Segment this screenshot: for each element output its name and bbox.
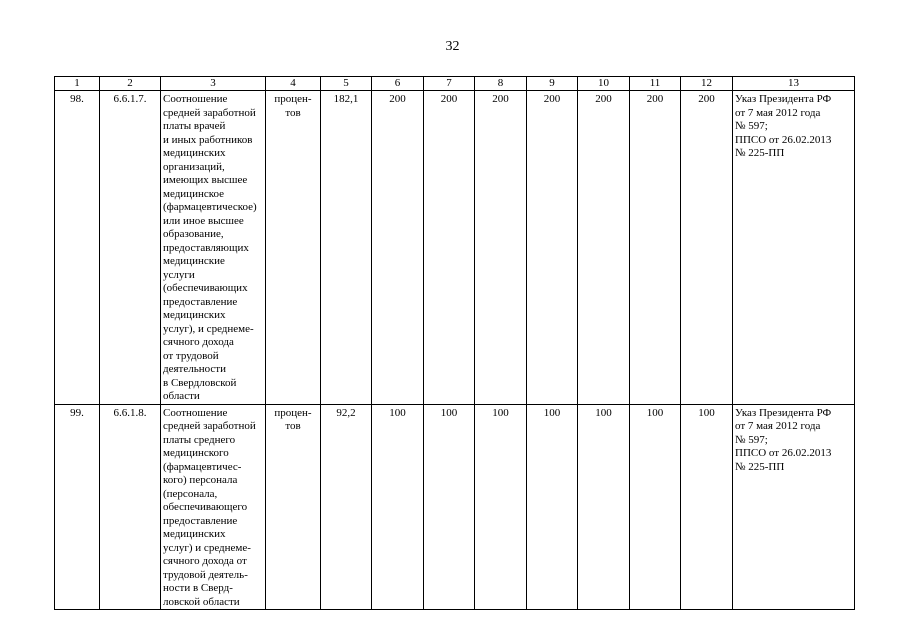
header-cell: 12 [681, 77, 733, 91]
header-cell: 8 [475, 77, 527, 91]
source-cell [733, 91, 855, 405]
value-cell [475, 91, 527, 405]
header-cell: 3 [161, 77, 266, 91]
value: 200 [492, 93, 509, 105]
row-number-cell [55, 91, 100, 405]
header-row [55, 77, 855, 91]
source-cell [733, 404, 855, 610]
value: 200 [543, 93, 561, 105]
value: 182,1 [333, 93, 359, 105]
value-cell [527, 91, 578, 405]
unit: процен- тов [274, 93, 312, 119]
indicator-code-cell [100, 91, 161, 405]
page-number: 32 [445, 39, 460, 54]
value-cell [424, 91, 475, 405]
value-cell [372, 404, 424, 610]
header-cell: 10 [578, 77, 630, 91]
value: 100 [646, 406, 664, 419]
row-number-cell [55, 404, 100, 610]
value-cell [630, 91, 681, 405]
header-cell: 13 [733, 77, 855, 91]
unit: процен- тов [274, 406, 312, 432]
value-cell [527, 404, 578, 610]
header-cell: 2 [100, 77, 161, 91]
value: 200 [440, 93, 458, 105]
indicator-code: 6.6.1.8. [113, 406, 147, 419]
header-cell: 7 [424, 77, 475, 91]
unit-cell [266, 91, 321, 405]
table-row [55, 91, 855, 405]
value-cell [578, 91, 630, 405]
value: 200 [595, 93, 612, 105]
value-cell [321, 91, 372, 405]
indicator-code-cell [100, 404, 161, 610]
value-cell [321, 404, 372, 610]
value: 92,2 [336, 406, 356, 419]
header-cell: 9 [527, 77, 578, 91]
value: 200 [698, 93, 715, 105]
header-cell: 5 [321, 77, 372, 91]
header-cell: 4 [266, 77, 321, 91]
value-cell [681, 404, 733, 610]
value-cell [475, 404, 527, 610]
indicators-table [54, 76, 855, 610]
value: 100 [389, 406, 406, 419]
value-cell [372, 91, 424, 405]
source-document: Указ Президента РФ от 7 мая 2012 года № 597; ППСО от 26.02.2013 № 225-ПП [735, 406, 832, 473]
value: 100 [543, 406, 561, 419]
value-cell [681, 91, 733, 405]
indicator-name: Соотношение средней заработной платы среднего медицинского (фармацевтичес- кого) персонала (персонала, обеспечивающего предоставление медицинских услуг) и среднеме- сячного дохода от трудовой деятель- ности в Сверд- ловской области [163, 406, 256, 608]
header-cell: 6 [372, 77, 424, 91]
header-cell: 1 [55, 77, 100, 91]
value-cell [630, 404, 681, 610]
unit-cell [266, 404, 321, 610]
row-number: 99. [70, 406, 84, 419]
source-document: Указ Президента РФ от 7 мая 2012 года № 597; ППСО от 26.02.2013 № 225-ПП [735, 93, 832, 159]
header-cell: 11 [630, 77, 681, 91]
value: 200 [389, 93, 406, 105]
indicator-name-cell [161, 91, 266, 405]
value-cell [578, 404, 630, 610]
value: 100 [440, 406, 458, 419]
value: 200 [646, 93, 664, 105]
indicator-code: 6.6.1.7. [113, 93, 147, 105]
value-cell [424, 404, 475, 610]
indicator-name-cell [161, 404, 266, 610]
table-row [55, 404, 855, 610]
value: 100 [595, 406, 612, 419]
row-number: 98. [70, 93, 84, 105]
value: 100 [698, 406, 715, 419]
indicator-name: Соотношение средней заработной платы врачей и иных работников медицинских организаций, имеющих высшее медицинское (фармацевтическое) или иное высшее образование, предоставляющих медицинские услуги (обеспечивающих предоставление медицинских услуг), и среднеме- сячного дохода от трудовой деятельности в Свердловской области [163, 93, 257, 402]
value: 100 [492, 406, 509, 419]
